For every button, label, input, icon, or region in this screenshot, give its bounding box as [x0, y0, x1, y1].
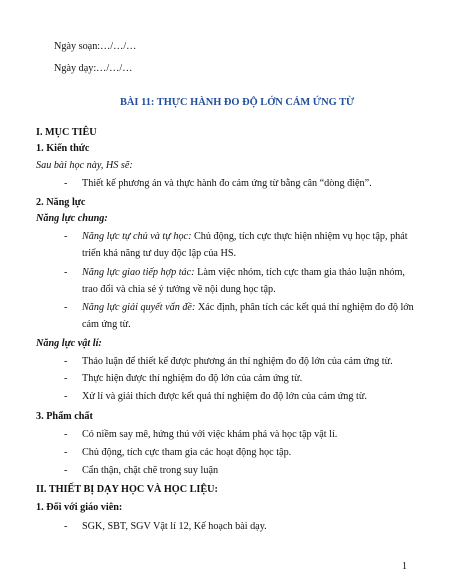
bullet-dash: -	[64, 231, 68, 242]
knowledge-item: Thiết kế phương án và thực hành đo cảm ứng từ bằng cân “dòng điện”.	[82, 178, 372, 189]
physics-competence-item: Xử lí và giải thích được kết quả thí nghiệm đo độ lớn của cảm ứng từ.	[82, 391, 367, 402]
subheading-teacher: 1. Đối với giáo viên:	[36, 502, 123, 513]
general-competence-heading: Năng lực chung:	[36, 213, 108, 224]
physics-competence-item: Thảo luận để thiết kế được phương án thí nghiệm đo độ lớn của cảm ứng từ.	[82, 356, 393, 367]
bullet-dash: -	[64, 302, 68, 313]
physics-competence-heading: Năng lực vật lí:	[36, 338, 102, 349]
bullet-dash: -	[64, 356, 68, 367]
general-competence-item: Năng lực giải quyết vấn đề: Xác định, phân tích các kết quả thí nghiệm đo độ lớn	[82, 302, 414, 313]
quality-item: Cẩn thận, chặt chẽ trong suy luận	[82, 465, 219, 476]
bullet-dash: -	[64, 391, 68, 402]
quality-item: Có niềm say mê, hứng thú với việc khám phá và học tập vật lí.	[82, 429, 338, 440]
teaching-date: Ngày dạy:…/…/…	[54, 63, 133, 74]
subheading-qualities: 3. Phẩm chất	[36, 411, 93, 422]
section-heading-objectives: I. MỤC TIÊU	[36, 127, 97, 138]
section-heading-equipment: II. THIẾT BỊ DẠY HỌC VÀ HỌC LIỆU:	[36, 484, 218, 495]
bullet-dash: -	[64, 521, 68, 532]
page-number: 1	[402, 561, 407, 572]
bullet-dash: -	[64, 447, 68, 458]
subheading-competence: 2. Năng lực	[36, 197, 86, 208]
general-competence-item-cont: triển khả năng tư duy độc lập của HS.	[82, 248, 237, 259]
bullet-dash: -	[64, 429, 68, 440]
preparation-date: Ngày soạn:…/…/…	[54, 41, 137, 52]
general-competence-item-cont: cảm ứng từ.	[82, 319, 131, 330]
subheading-knowledge: 1. Kiến thức	[36, 143, 90, 154]
general-competence-item: Năng lực tự chủ và tự học: Chủ động, tích cực thực hiện nhiệm vụ học tập, phát	[82, 231, 408, 242]
general-competence-item: Năng lực giao tiếp hợp tác: Làm việc nhóm, tích cực tham gia thảo luận nhóm,	[82, 267, 405, 278]
general-competence-item-cont: trao đổi và chia sẻ ý tưởng về nội dung học tập.	[82, 284, 276, 295]
knowledge-intro: Sau bài học này, HS sẽ:	[36, 160, 133, 171]
bullet-dash: -	[64, 267, 68, 278]
lesson-title: BÀI 11: THỰC HÀNH ĐO ĐỘ LỚN CẢM ỨNG TỪ	[120, 97, 355, 108]
teacher-item: SGK, SBT, SGV Vật lí 12, Kế hoạch bài dạy.	[82, 521, 267, 532]
bullet-dash: -	[64, 178, 68, 189]
physics-competence-item: Thực hiện được thí nghiệm đo độ lớn của cảm ứng từ.	[82, 373, 303, 384]
bullet-dash: -	[64, 373, 68, 384]
bullet-dash: -	[64, 465, 68, 476]
quality-item: Chủ động, tích cực tham gia các hoạt động học tập.	[82, 447, 292, 458]
